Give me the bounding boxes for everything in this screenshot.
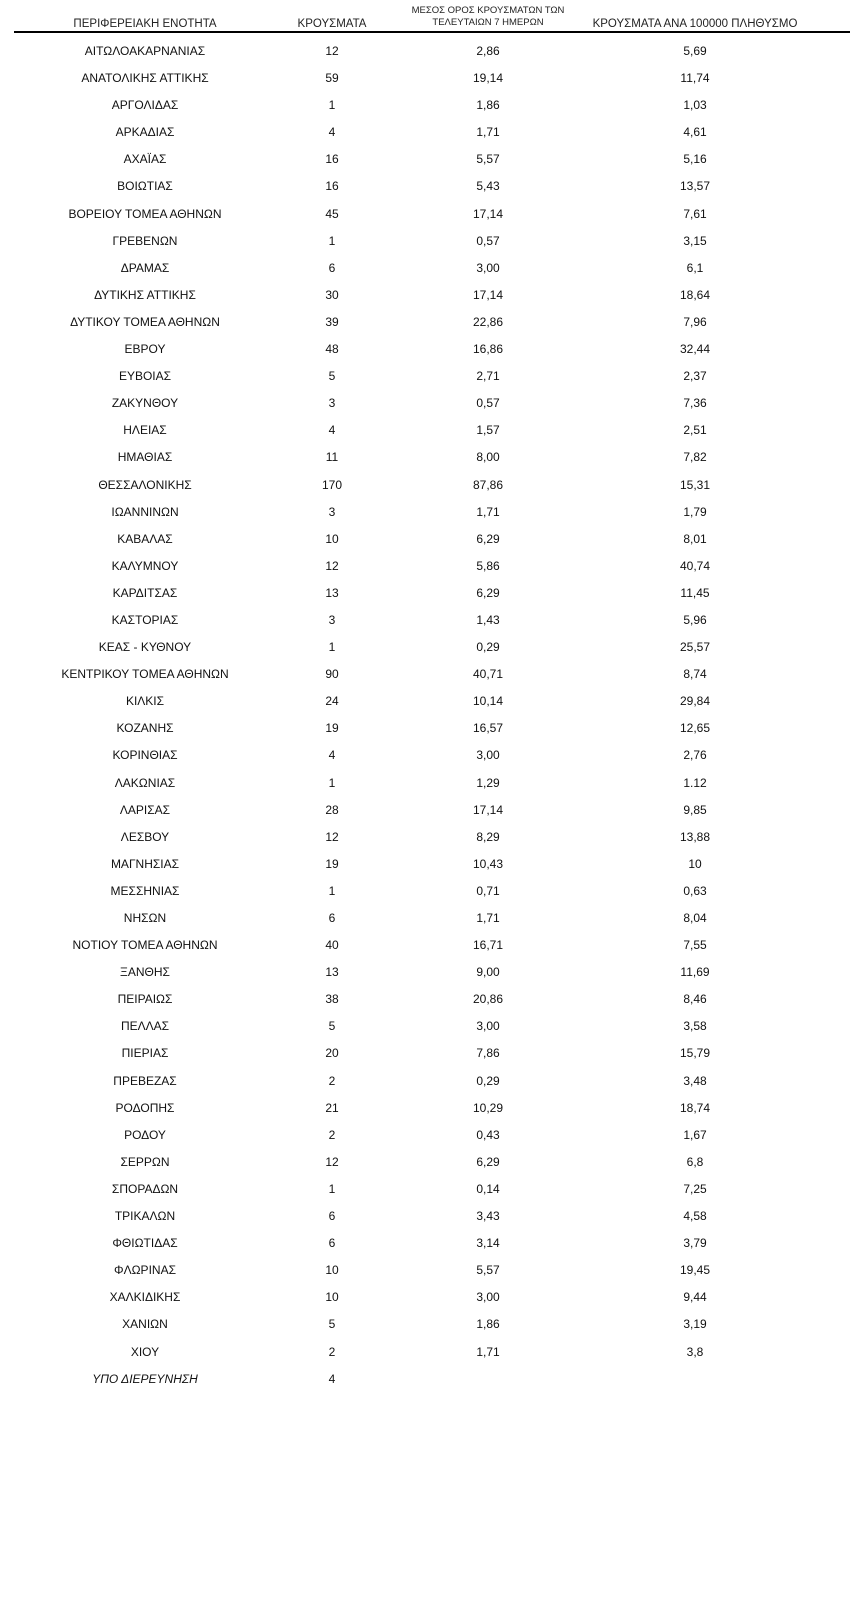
cell-region: ΡΟΔΟΥ [124,1127,166,1142]
header-cases: ΚΡΟΥΣΜΑΤΑ [297,18,367,30]
cell-region: ΛΕΣΒΟΥ [120,829,170,844]
cell-region: ΧΑΝΙΩΝ [122,1317,168,1332]
cell-per100k: 1.12 [683,775,707,790]
table-row [0,1122,850,1149]
table-row [0,851,850,878]
cell-per100k: 40,74 [679,558,711,573]
table-row [0,417,850,444]
cell-region: ΚΕΝΤΡΙΚΟΥ ΤΟΜΕΑ ΑΘΗΝΩΝ [61,667,229,682]
table-row [0,146,850,173]
table-row [0,607,850,634]
cell-avg7: 1,57 [476,423,500,438]
cell-region: ΔΥΤΙΚΟΥ ΤΟΜΕΑ ΑΘΗΝΩΝ [70,314,220,329]
cell-region: ΓΡΕΒΕΝΩΝ [112,233,178,248]
table-row [0,173,850,200]
cell-cases: 12 [325,44,339,58]
cell-per100k: 32,44 [679,342,711,357]
cell-region: ΔΡΑΜΑΣ [120,260,170,275]
table-row [0,1203,850,1230]
cell-cases: 2 [328,1127,336,1142]
cell-per100k: 7,36 [683,396,707,411]
cell-avg7: 0,14 [476,1181,500,1196]
cell-cases: 24 [325,694,339,709]
cell-cases: 5 [328,369,336,384]
cell-per100k: 2,37 [683,369,707,384]
cell-per100k: 3,15 [683,233,707,248]
table-row [0,1040,850,1067]
cell-region: ΤΡΙΚΑΛΩΝ [114,1209,176,1224]
cell-per100k: 9,44 [683,1290,707,1305]
cell-cases: 6 [328,911,336,925]
cell-cases: 90 [325,667,339,682]
cell-per100k: 11,69 [680,965,710,980]
table-row [0,309,850,336]
cell-cases: 12 [325,558,339,573]
cell-per100k: 3,8 [686,1344,704,1359]
cell-region: ΕΥΒΟΙΑΣ [118,369,172,384]
cell-avg7: 17,14 [472,206,504,221]
cell-cases: 19 [325,856,339,871]
cell-avg7: 3,14 [476,1236,500,1251]
cell-cases: 3 [328,396,336,411]
cell-cases: 39 [325,314,339,329]
cell-region: ΧΑΛΚΙΔΙΚΗΣ [109,1290,181,1305]
cell-cases: 1 [328,233,336,248]
cell-per100k: 5,16 [683,152,707,167]
cell-per100k: 6,1 [686,260,704,275]
table-row [0,824,850,851]
cell-region: ΗΜΑΘΙΑΣ [117,450,173,465]
cell-per100k: 8,04 [683,911,707,925]
cell-cases: 6 [328,1236,336,1251]
header-region: ΠΕΡΙΦΕΡΕΙΑΚΗ ΕΝΟΤΗΤΑ [73,18,217,30]
cell-per100k: 29,84 [679,694,711,709]
cell-per100k: 3,48 [683,1073,707,1088]
cell-region: ΥΠΟ ΔΙΕΡΕΥΝΗΣΗ [92,1371,198,1386]
table-row [0,499,850,526]
cell-region: ΑΝΑΤΟΛΙΚΗΣ ΑΤΤΙΚΗΣ [81,71,209,86]
cell-per100k: 15,79 [679,1046,711,1061]
cell-cases: 3 [328,612,336,627]
cell-avg7: 17,14 [472,287,504,302]
cell-avg7: 3,00 [476,1290,500,1305]
cell-cases: 1 [328,1181,336,1196]
cell-per100k: 11,45 [680,585,710,600]
table-row [0,878,850,905]
cell-avg7: 6,29 [476,585,500,600]
cell-per100k: 1,67 [683,1127,707,1142]
cell-cases: 5 [328,1019,336,1034]
cell-region: ΚΑΛΥΜΝΟΥ [111,558,179,573]
cell-avg7: 20,86 [472,992,504,1007]
table-row [0,472,850,499]
cell-cases: 1 [328,775,336,790]
table-row [0,1230,850,1257]
cell-per100k: 8,46 [683,992,707,1007]
cell-avg7: 10,14 [472,694,504,709]
cell-region: ΖΑΚΥΝΘΟΥ [111,396,179,411]
cell-per100k: 5,96 [683,612,707,627]
cell-per100k: 7,61 [683,206,707,221]
cell-avg7: 5,57 [476,1263,500,1278]
cell-cases: 6 [328,1209,336,1224]
table-row [0,1366,850,1393]
cell-per100k: 4,61 [683,125,707,140]
cell-cases: 4 [328,125,336,140]
cell-per100k: 6,8 [686,1154,704,1169]
table-row [0,65,850,92]
cell-avg7: 1,71 [476,1344,500,1359]
cell-avg7: 3,00 [476,260,500,275]
header-avg7-line2: ΤΕΛΕΥΤΑΙΩΝ 7 ΗΜΕΡΩΝ [432,17,544,28]
cell-region: ΦΘΙΩΤΙΔΑΣ [112,1236,178,1251]
table-row [0,959,850,986]
cell-per100k: 3,58 [683,1019,707,1034]
table-row [0,1176,850,1203]
table-row [0,580,850,607]
cell-per100k: 4,58 [683,1209,707,1224]
table-row [0,1068,850,1095]
cell-region: ΞΑΝΘΗΣ [120,965,170,980]
cell-region: ΦΛΩΡΙΝΑΣ [114,1263,176,1278]
cell-per100k: 1,03 [683,98,707,113]
cell-avg7: 0,57 [476,396,500,411]
cell-cases: 10 [325,1263,339,1278]
cell-cases: 13 [325,965,339,980]
cell-avg7: 1,71 [476,504,500,519]
cell-avg7: 5,86 [476,558,500,573]
cell-avg7: 10,43 [472,856,504,871]
cell-avg7: 7,86 [476,1046,500,1061]
cell-region: ΑΡΚΑΔΙΑΣ [115,125,175,140]
cell-cases: 170 [321,477,343,492]
cell-cases: 1 [328,883,336,898]
cell-cases: 1 [328,640,336,655]
cell-per100k: 1,79 [683,504,707,519]
cell-avg7: 3,00 [476,748,500,763]
cell-cases: 2 [328,1344,336,1359]
header-avg7 [393,5,583,29]
table-row [0,553,850,580]
cell-region: ΑΧΑΪΑΣ [123,152,167,167]
cell-per100k: 8,01 [683,531,707,546]
table-row [0,390,850,417]
cell-cases: 12 [325,829,339,844]
cell-avg7: 0,29 [476,640,500,655]
cell-region: ΔΥΤΙΚΗΣ ΑΤΤΙΚΗΣ [94,287,196,302]
table-row [0,661,850,688]
cell-cases: 13 [325,585,339,600]
cell-avg7: 6,29 [476,531,500,546]
cell-per100k: 18,74 [679,1100,711,1115]
cell-cases: 6 [328,260,336,275]
cell-per100k: 0,63 [683,883,707,898]
cell-avg7: 1,71 [476,911,500,925]
table-body [0,38,850,1393]
cell-avg7: 2,71 [476,369,500,384]
cell-avg7: 8,00 [476,450,500,465]
cell-per100k: 8,74 [683,667,707,682]
cell-region: ΚΟΖΑΝΗΣ [116,721,174,736]
cell-region: ΠΕΛΛΑΣ [120,1019,170,1034]
cell-cases: 48 [325,342,339,357]
table-row [0,715,850,742]
table-row [0,119,850,146]
header-divider [14,31,850,33]
cell-avg7: 5,57 [476,152,500,167]
cell-per100k: 12,65 [679,721,711,736]
cell-avg7: 1,86 [476,1317,500,1332]
cell-avg7: 6,29 [476,1154,500,1169]
cell-cases: 4 [328,748,336,763]
cell-avg7: 16,57 [472,721,504,736]
table-row [0,986,850,1013]
cell-region: ΣΕΡΡΩΝ [120,1154,170,1169]
cell-avg7: 10,29 [472,1100,504,1115]
cell-region: ΠΡΕΒΕΖΑΣ [113,1073,177,1088]
cell-region: ΚΑΒΑΛΑΣ [117,531,173,546]
cell-cases: 30 [325,287,339,302]
cell-per100k: 13,88 [679,829,711,844]
cell-region: ΝΗΣΩΝ [123,911,167,925]
cell-avg7: 0,57 [476,233,500,248]
table-row [0,688,850,715]
table-row [0,1095,850,1122]
cell-avg7: 0,29 [476,1073,500,1088]
cell-region: ΜΑΓΝΗΣΙΑΣ [110,856,180,871]
cell-per100k: 7,55 [683,938,707,953]
cell-region: ΑΙΤΩΛΟΑΚΑΡΝΑΝΙΑΣ [84,44,206,58]
table-row [0,92,850,119]
cell-avg7: 0,43 [476,1127,500,1142]
cell-per100k: 7,25 [683,1181,707,1196]
cell-region: ΠΙΕΡΙΑΣ [121,1046,169,1061]
cell-per100k: 15,31 [679,477,711,492]
cell-cases: 4 [328,1371,336,1386]
cell-avg7: 1,29 [476,775,500,790]
cell-per100k: 11,74 [680,71,710,86]
cell-cases: 3 [328,504,336,519]
cell-per100k: 2,51 [683,423,707,438]
cell-cases: 11 [325,450,339,465]
cell-avg7: 3,00 [476,1019,500,1034]
cell-region: ΛΑΚΩΝΙΑΣ [114,775,176,790]
cell-region: ΡΟΔΟΠΗΣ [115,1100,175,1115]
cell-cases: 12 [325,1154,339,1169]
table-row [0,1284,850,1311]
cell-per100k: 18,64 [679,287,711,302]
cell-avg7: 40,71 [472,667,504,682]
cell-cases: 59 [325,71,339,86]
cell-region: ΚΙΛΚΙΣ [125,694,165,709]
cell-per100k: 13,57 [679,179,711,194]
cell-avg7: 9,00 [476,965,500,980]
cell-avg7: 22,86 [472,314,504,329]
table-row [0,932,850,959]
cell-per100k: 7,82 [683,450,707,465]
cell-cases: 21 [325,1100,339,1115]
cell-cases: 10 [325,1290,339,1305]
table-row [0,282,850,309]
table-row [0,905,850,932]
table-row [0,1149,850,1176]
table-row [0,444,850,471]
cell-region: ΑΡΓΟΛΙΔΑΣ [111,98,179,113]
cell-avg7: 19,14 [472,71,504,86]
cell-region: ΝΟΤΙΟΥ ΤΟΜΕΑ ΑΘΗΝΩΝ [72,938,218,953]
cell-region: ΙΩΑΝΝΙΝΩΝ [111,504,179,519]
cell-avg7: 16,86 [472,342,504,357]
cell-cases: 19 [325,721,339,736]
cell-region: ΛΑΡΙΣΑΣ [119,802,171,817]
table-row [0,1339,850,1366]
cell-region: ΗΛΕΙΑΣ [123,423,167,438]
cell-avg7: 1,43 [476,612,500,627]
cell-cases: 1 [328,98,336,113]
cell-cases: 5 [328,1317,336,1332]
cell-region: ΚΑΡΔΙΤΣΑΣ [112,585,178,600]
cell-avg7: 5,43 [476,179,500,194]
cell-region: ΕΒΡΟΥ [124,342,166,357]
cell-region: ΒΟΙΩΤΙΑΣ [117,179,173,194]
cell-avg7: 16,71 [472,938,504,953]
cell-cases: 4 [328,423,336,438]
table-row [0,363,850,390]
cell-cases: 40 [325,938,339,953]
cell-avg7: 0,71 [476,883,500,898]
table-row [0,228,850,255]
cell-avg7: 8,29 [476,829,500,844]
table-row [0,255,850,282]
cell-region: ΣΠΟΡΑΔΩΝ [111,1181,179,1196]
cell-cases: 45 [325,206,339,221]
cell-avg7: 3,43 [476,1209,500,1224]
cell-avg7: 17,14 [472,802,504,817]
cell-region: ΠΕΙΡΑΙΩΣ [117,992,173,1007]
cell-per100k: 2,76 [683,748,707,763]
header-per100k: ΚΡΟΥΣΜΑΤΑ ΑΝΑ 100000 ΠΛΗΘΥΣΜΟ [592,18,798,30]
table-row [0,336,850,363]
table-row [0,742,850,769]
cell-cases: 10 [325,531,339,546]
table-row [0,201,850,228]
header-avg7-line1: ΜΕΣΟΣ ΟΡΟΣ ΚΡΟΥΣΜΑΤΩΝ ΤΩΝ [411,5,565,16]
cell-cases: 16 [325,179,339,194]
table-row [0,1257,850,1284]
cell-per100k: 5,69 [683,44,707,58]
cell-per100k: 19,45 [679,1263,711,1278]
cell-per100k: 9,85 [683,802,707,817]
table-row [0,1013,850,1040]
cell-per100k: 7,96 [683,314,707,329]
table-row [0,38,850,65]
table-row [0,526,850,553]
cell-per100k: 3,79 [683,1236,707,1251]
cell-cases: 20 [325,1046,339,1061]
cell-region: ΜΕΣΣΗΝΙΑΣ [110,883,180,898]
cell-region: ΧΙΟΥ [130,1344,160,1359]
cell-region: ΒΟΡΕΙΟΥ ΤΟΜΕΑ ΑΘΗΝΩΝ [68,206,222,221]
cell-per100k: 3,19 [683,1317,707,1332]
cell-region: ΚΟΡΙΝΘΙΑΣ [112,748,178,763]
cell-cases: 38 [325,992,339,1007]
table-row [0,634,850,661]
cell-avg7: 1,71 [476,125,500,140]
cell-per100k: 25,57 [679,640,711,655]
cell-cases: 16 [325,152,339,167]
cell-cases: 2 [328,1073,336,1088]
table-row [0,1311,850,1338]
cell-region: ΘΕΣΣΑΛΟΝΙΚΗΣ [98,477,192,492]
cell-avg7: 1,86 [476,98,500,113]
table-row [0,770,850,797]
cell-avg7: 2,86 [476,44,500,58]
cell-cases: 28 [325,802,339,817]
table-row [0,797,850,824]
cell-region: ΚΕΑΣ - ΚΥΘΝΟΥ [98,640,192,655]
cell-per100k: 10 [688,856,702,871]
cell-avg7: 87,86 [472,477,504,492]
cell-region: ΚΑΣΤΟΡΙΑΣ [111,612,179,627]
